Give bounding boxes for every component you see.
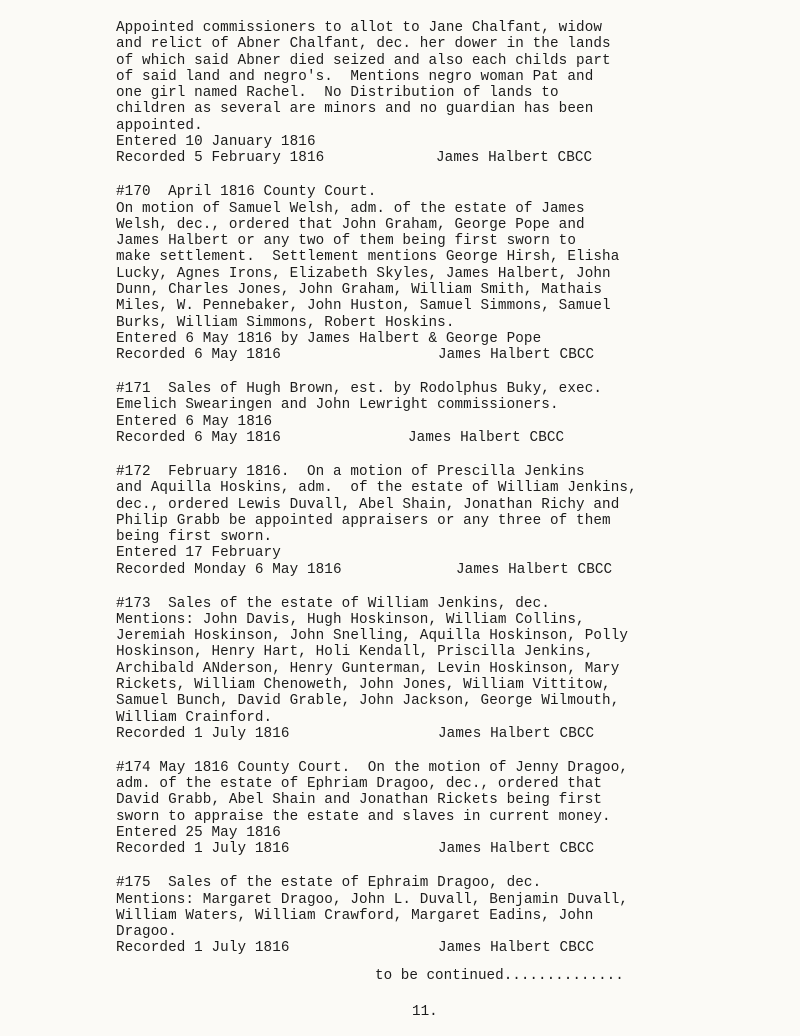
clerk-signature: James Halbert CBCC — [438, 940, 595, 957]
recorded-line — [116, 562, 776, 578]
page-number: 11. — [412, 1004, 438, 1020]
to-be-continued-note: to be continued.............. — [375, 968, 624, 984]
record-entry — [116, 760, 776, 858]
entry-text-line: Appointed commissioners to allot to Jane Chalfant, widow — [116, 20, 603, 36]
recorded-date: Recorded Monday 6 May 1816 — [116, 561, 342, 578]
entry-text-line: #170 April 1816 County Court. — [116, 184, 377, 201]
entry-text-line: James Halbert or any two of them being first sworn to — [116, 233, 577, 250]
entry-text-line: Jeremiah Hoskinson, John Snelling, Aquilla Hoskinson, Polly — [116, 628, 629, 645]
entry-text-line: Hoskinson, Henry Hart, Holi Kendall, Priscilla Jenkins, — [116, 644, 594, 661]
record-entry — [116, 20, 776, 167]
recorded-date: Recorded 6 May 1816 — [116, 347, 281, 364]
entry-text-line: make settlement. Settlement mentions George Hirsh, Elisha — [116, 249, 620, 266]
record-entry — [116, 596, 776, 743]
clerk-signature: James Halbert CBCC — [438, 841, 595, 858]
entry-text-line: #173 Sales of the estate of William Jenkins, dec. — [116, 595, 550, 612]
clerk-signature: James Halbert CBCC — [408, 430, 565, 447]
entry-text-line: Entered 6 May 1816 by James Halbert & George Pope — [116, 330, 542, 347]
entry-text-line: Dragoo. — [116, 924, 177, 941]
record-entry — [116, 381, 776, 446]
recorded-date: Recorded 6 May 1816 — [116, 430, 281, 447]
entry-text-line: Miles, W. Pennebaker, John Huston, Samuel Simmons, Samuel — [116, 298, 611, 315]
recorded-date: Recorded 5 February 1816 — [116, 150, 325, 167]
recorded-line — [116, 940, 776, 956]
entry-text-line: Entered 17 February — [116, 545, 281, 562]
entry-text-line: of said land and negro's. Mentions negro woman Pat and — [116, 68, 594, 85]
entry-text-line: dec., ordered Lewis Duvall, Abel Shain, Jonathan Richy and — [116, 496, 620, 513]
clerk-signature: James Halbert CBCC — [456, 561, 613, 578]
clerk-signature: James Halbert CBCC — [438, 725, 595, 742]
entry-text-line: #172 February 1816. On a motion of Prescilla Jenkins — [116, 463, 585, 480]
entry-text-line: Burks, William Simmons, Robert Hoskins. — [116, 314, 455, 331]
recorded-date: Recorded 1 July 1816 — [116, 841, 290, 858]
entry-text-line: Entered 10 January 1816 — [116, 134, 316, 151]
entry-text-line: Archibald ANderson, Henry Gunterman, Levin Hoskinson, Mary — [116, 660, 620, 677]
clerk-signature: James Halbert CBCC — [438, 347, 595, 364]
entry-text-line: #175 Sales of the estate of Ephraim Dragoo, dec. — [116, 875, 542, 892]
entry-text-line: Lucky, Agnes Irons, Elizabeth Skyles, James Halbert, John — [116, 265, 611, 282]
entry-text-line: and Aquilla Hoskins, adm. of the estate of William Jenkins, — [116, 480, 637, 497]
entry-text-line: William Crainford. — [116, 709, 273, 726]
entry-text-line: Emelich Swearingen and John Lewright commissioners. — [116, 397, 559, 414]
entry-text-line: William Waters, William Crawford, Margaret Eadins, John — [116, 907, 594, 924]
record-entry — [116, 184, 776, 363]
entry-text-line: On motion of Samuel Welsh, adm. of the estate of James — [116, 200, 585, 217]
entry-text-line: Mentions: John Davis, Hugh Hoskinson, William Collins, — [116, 611, 585, 628]
entry-text-line: Rickets, William Chenoweth, John Jones, William Vittitow, — [116, 677, 611, 694]
entry-text-line: and relict of Abner Chalfant, dec. her dower in the lands — [116, 36, 611, 53]
recorded-line — [116, 347, 776, 363]
entry-text-line: Philip Grabb be appointed appraisers or any three of them — [116, 512, 611, 529]
clerk-signature: James Halbert CBCC — [436, 150, 593, 167]
entry-text-line: appointed. — [116, 117, 203, 134]
recorded-line — [116, 841, 776, 857]
entry-text-line: Dunn, Charles Jones, John Graham, William Smith, Mathais — [116, 282, 603, 299]
recorded-date: Recorded 1 July 1816 — [116, 940, 290, 957]
entry-text-line: David Grabb, Abel Shain and Jonathan Rickets being first — [116, 792, 603, 809]
entry-text-line: #171 Sales of Hugh Brown, est. by Rodolphus Buky, exec. — [116, 381, 603, 398]
entry-text-line: of which said Abner died seized and also each childs part — [116, 52, 611, 69]
entry-text-line: Entered 6 May 1816 — [116, 413, 273, 430]
entry-text-line: sworn to appraise the estate and slaves in current money. — [116, 808, 611, 825]
recorded-date: Recorded 1 July 1816 — [116, 725, 290, 742]
entry-text-line: children as several are minors and no guardian has been — [116, 101, 594, 118]
document-body — [116, 20, 776, 974]
entry-text-line: Samuel Bunch, David Grable, John Jackson, George Wilmouth, — [116, 693, 620, 710]
entry-text-line: one girl named Rachel. No Distribution of lands to — [116, 85, 559, 102]
entry-text-line: adm. of the estate of Ephriam Dragoo, dec., ordered that — [116, 776, 603, 793]
entry-text-line: being first sworn. — [116, 529, 273, 546]
recorded-line — [116, 726, 776, 742]
entry-text-line: #174 May 1816 County Court. On the motion of Jenny Dragoo, — [116, 759, 629, 776]
entry-text-line: Welsh, dec., ordered that John Graham, George Pope and — [116, 216, 585, 233]
record-entry — [116, 875, 776, 956]
entry-text-line: Mentions: Margaret Dragoo, John L. Duvall, Benjamin Duvall, — [116, 891, 629, 908]
recorded-line — [116, 150, 776, 166]
entry-text-line: Entered 25 May 1816 — [116, 825, 281, 842]
recorded-line — [116, 430, 776, 446]
record-entry — [116, 464, 776, 578]
